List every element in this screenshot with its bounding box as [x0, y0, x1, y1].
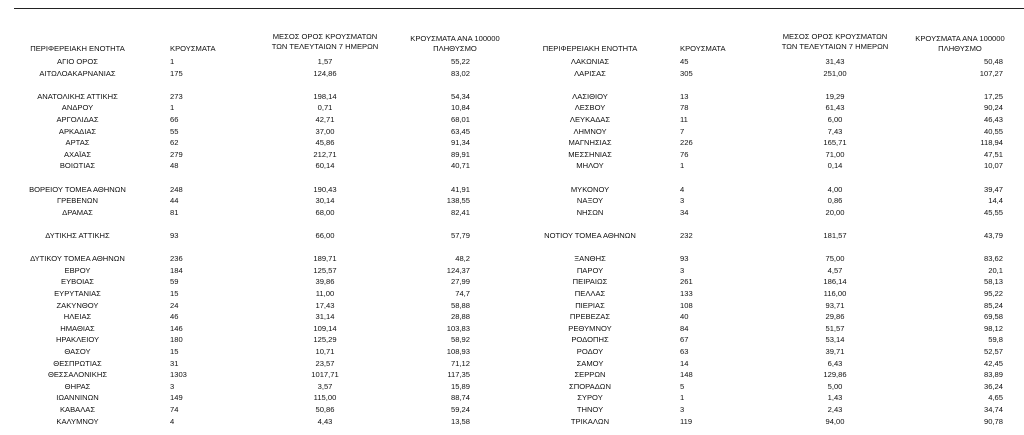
left-cases-cell: 248: [170, 184, 183, 194]
left-region-cell: ΚΑΒΑΛΑΣ: [59, 405, 96, 414]
right-avg7-cell: 93,71: [825, 300, 845, 310]
header-avg-line2: ΤΩΝ ΤΕΛΕΥΤΑΙΩΝ 7 ΗΜΕΡΩΝ: [781, 41, 889, 51]
header-cases-left: ΚΡΟΥΣΜΑΤΑ: [170, 44, 216, 53]
right-per100k-cell: 10,07: [983, 161, 1003, 171]
header-per100k-line2: ΠΛΗΘΥΣΜΟ: [938, 43, 982, 53]
right-avg7-cell: 2,43: [827, 405, 843, 414]
left-avg7-cell: 11,00: [315, 289, 335, 298]
left-cases-cell: 3: [170, 381, 175, 391]
left-region-cell: ΔΥΤΙΚΟΥ ΤΟΜΕΑ ΑΘΗΝΩΝ: [30, 254, 125, 264]
right-cases-cell: 1: [680, 393, 685, 403]
left-avg7-cell: 42,71: [315, 115, 335, 124]
right-region-cell: ΛΑΚΩΝΙΑΣ: [570, 57, 610, 66]
left-cases-cell: 74: [170, 405, 179, 414]
right-cases-cell: 93: [680, 254, 689, 264]
left-avg7-cell: 115,00: [313, 393, 337, 403]
table-row: [0, 254, 1024, 264]
left-region-cell: ΘΕΣΣΑΛΟΝΙΚΗΣ: [47, 370, 108, 380]
left-region-cell: ΒΟΡΕΙΟΥ ΤΟΜΕΑ ΑΘΗΝΩΝ: [29, 184, 126, 194]
right-cases-cell: 11: [680, 115, 688, 124]
right-per100k-cell: 4,65: [988, 393, 1003, 403]
right-region-cell: ΛΑΡΙΣΑΣ: [574, 68, 606, 78]
left-avg7-cell: 109,14: [313, 323, 337, 333]
left-cases-cell: 55: [170, 126, 179, 136]
left-avg7-cell: 39,86: [315, 277, 335, 287]
table-row: [0, 115, 1024, 125]
right-avg7-cell: 39,71: [825, 347, 845, 356]
left-per100k-cell: 13,58: [450, 416, 470, 426]
right-avg7-cell: 6,00: [827, 115, 843, 124]
left-avg7-cell: 10,71: [315, 347, 335, 356]
left-per100k-cell: 108,93: [446, 347, 470, 356]
left-avg7-cell: 4,43: [317, 416, 333, 426]
table-row: [0, 103, 1024, 113]
table-row: [0, 393, 1024, 403]
right-region-cell: ΝΑΞΟΥ: [576, 196, 604, 206]
left-per100k-cell: 89,91: [450, 149, 470, 159]
right-avg7-cell: 7,43: [827, 126, 843, 136]
right-region-cell: ΛΑΣΙΘΙΟΥ: [572, 91, 608, 101]
left-region-cell: ΑΝΔΡΟΥ: [61, 103, 94, 113]
left-per100k-cell: 103,83: [446, 323, 470, 333]
right-avg7-cell: 20,00: [825, 207, 845, 217]
right-region-cell: ΣΑΜΟΥ: [576, 358, 604, 368]
left-region-cell: ΑΝΑΤΟΛΙΚΗΣ ΑΤΤΙΚΗΣ: [37, 91, 118, 101]
left-per100k-cell: 40,71: [450, 161, 470, 171]
left-per100k-cell: 57,79: [450, 231, 470, 240]
left-cases-cell: 146: [170, 323, 183, 333]
left-per100k-cell: 48,2: [455, 254, 470, 264]
right-cases-cell: 3: [680, 405, 685, 414]
right-cases-cell: 3: [680, 265, 685, 275]
right-avg7-cell: 31,43: [825, 57, 845, 66]
left-region-cell: ΘΗΡΑΣ: [64, 381, 91, 391]
right-region-cell: ΠΡΕΒΕΖΑΣ: [569, 312, 611, 322]
left-per100k-cell: 124,37: [446, 265, 470, 275]
left-per100k-cell: 63,45: [450, 126, 470, 136]
left-avg7-cell: 3,57: [317, 381, 333, 391]
right-cases-cell: 305: [680, 68, 693, 78]
left-avg7-cell: 190,43: [313, 184, 337, 194]
right-cases-cell: 3: [680, 196, 685, 206]
left-region-cell: ΑΓΙΟ ΟΡΟΣ: [57, 57, 98, 66]
table-row: [0, 289, 1024, 299]
left-region-cell: ΓΡΕΒΕΝΩΝ: [56, 196, 99, 206]
right-cases-cell: 76: [680, 149, 689, 159]
right-region-cell: ΜΥΚΟΝΟΥ: [570, 184, 610, 194]
table-row: [0, 335, 1024, 345]
right-region-cell: ΠΕΙΡΑΙΩΣ: [572, 277, 608, 287]
left-avg7-cell: 17,43: [315, 300, 335, 310]
left-region-cell: ΕΥΡΥΤΑΝΙΑΣ: [54, 289, 101, 298]
right-avg7-cell: 0,86: [827, 196, 843, 206]
right-per100k-cell: 45,55: [983, 207, 1003, 217]
header-avg-line1: ΜΕΣΟΣ ΟΡΟΣ ΚΡΟΥΣΜΑΤΩΝ: [782, 32, 888, 41]
right-avg7-cell: 51,57: [825, 323, 845, 333]
right-cases-cell: 14: [680, 358, 689, 368]
right-per100k-cell: 98,12: [983, 323, 1003, 333]
left-avg7-cell: 1017,71: [311, 370, 339, 380]
header-region-left: ΠΕΡΙΦΕΡΕΙΑΚΗ ΕΝΟΤΗΤΑ: [30, 44, 125, 53]
left-avg7-cell: 0,71: [317, 103, 333, 113]
left-per100k-cell: 27,99: [450, 277, 470, 287]
left-cases-cell: 81: [170, 207, 179, 217]
left-avg7-cell: 23,57: [315, 358, 335, 368]
left-region-cell: ΕΥΒΟΙΑΣ: [61, 277, 94, 287]
left-per100k-cell: 54,34: [450, 91, 470, 101]
header-per100k-line2: ΠΛΗΘΥΣΜΟ: [433, 43, 477, 53]
table-row: [0, 405, 1024, 415]
right-region-cell: ΡΟΔΟΠΗΣ: [571, 335, 609, 345]
left-cases-cell: 62: [170, 138, 179, 148]
right-per100k-cell: 90,24: [983, 103, 1003, 113]
table-row: [0, 92, 1024, 102]
right-avg7-cell: 1,43: [827, 393, 843, 403]
right-cases-cell: 133: [680, 289, 693, 298]
right-per100k-cell: 95,22: [983, 289, 1003, 298]
right-cases-cell: 1: [680, 161, 685, 171]
right-cases-cell: 232: [680, 231, 693, 240]
left-cases-cell: 24: [170, 300, 179, 310]
header-region-right: ΠΕΡΙΦΕΡΕΙΑΚΗ ΕΝΟΤΗΤΑ: [542, 44, 638, 53]
right-avg7-cell: 94,00: [825, 416, 845, 426]
left-avg7-cell: 125,57: [313, 265, 337, 275]
left-cases-cell: 4: [170, 416, 175, 426]
right-region-cell: ΠΙΕΡΙΑΣ: [575, 300, 605, 310]
right-cases-cell: 148: [680, 370, 693, 380]
left-region-cell: ΔΡΑΜΑΣ: [62, 207, 93, 217]
right-region-cell: ΞΑΝΘΗΣ: [574, 254, 606, 264]
table-row: [0, 69, 1024, 79]
left-cases-cell: 15: [170, 289, 179, 298]
right-avg7-cell: 75,00: [825, 254, 845, 264]
right-per100k-cell: 59,8: [988, 335, 1003, 345]
left-per100k-cell: 10,84: [450, 103, 470, 113]
left-region-cell: ΑΡΚΑΔΙΑΣ: [58, 126, 97, 136]
table-row: [0, 231, 1024, 241]
right-per100k-cell: 39,47: [983, 184, 1003, 194]
left-cases-cell: 184: [170, 265, 183, 275]
left-per100k-cell: 68,01: [450, 115, 470, 124]
left-per100k-cell: 138,55: [446, 196, 470, 206]
left-cases-cell: 273: [170, 91, 183, 101]
left-per100k-cell: 58,88: [450, 300, 470, 310]
header-per100k-line1: ΚΡΟΥΣΜΑΤΑ ΑΝΑ 100000: [410, 34, 500, 43]
right-per100k-cell: 17,25: [983, 91, 1003, 101]
right-per100k-cell: 42,45: [983, 358, 1003, 368]
right-cases-cell: 119: [680, 416, 693, 426]
right-cases-cell: 84: [680, 323, 689, 333]
left-cases-cell: 48: [170, 161, 179, 171]
right-region-cell: ΣΠΟΡΑΔΩΝ: [569, 381, 611, 391]
right-avg7-cell: 6,43: [827, 358, 843, 368]
table-row: [0, 150, 1024, 160]
right-avg7-cell: 29,86: [825, 312, 845, 322]
header-avg-line2: ΤΩΝ ΤΕΛΕΥΤΑΙΩΝ 7 ΗΜΕΡΩΝ: [271, 41, 379, 51]
right-per100k-cell: 52,57: [983, 347, 1003, 356]
right-region-cell: ΡΕΘΥΜΝΟΥ: [568, 323, 612, 333]
table-row: [0, 57, 1024, 67]
right-per100k-cell: 14,4: [988, 196, 1003, 206]
right-cases-cell: 34: [680, 207, 689, 217]
right-cases-cell: 40: [680, 312, 689, 322]
left-avg7-cell: 198,14: [313, 91, 337, 101]
left-avg7-cell: 37,00: [315, 126, 335, 136]
right-cases-cell: 5: [680, 381, 685, 391]
left-cases-cell: 175: [170, 68, 183, 78]
right-avg7-cell: 19,29: [825, 91, 845, 101]
left-cases-cell: 1303: [170, 370, 187, 380]
table-row: [0, 266, 1024, 276]
right-region-cell: ΛΕΣΒΟΥ: [574, 103, 606, 113]
left-avg7-cell: 212,71: [313, 149, 337, 159]
right-avg7-cell: 4,00: [827, 184, 843, 194]
right-avg7-cell: 61,43: [825, 103, 845, 113]
left-region-cell: ΗΡΑΚΛΕΙΟΥ: [55, 335, 100, 345]
left-per100k-cell: 117,35: [447, 370, 470, 380]
left-cases-cell: 66: [170, 115, 179, 124]
left-cases-cell: 1: [170, 103, 175, 113]
left-per100k-cell: 88,74: [450, 393, 470, 403]
right-cases-cell: 108: [680, 300, 693, 310]
right-per100k-cell: 118,94: [980, 138, 1003, 148]
left-per100k-cell: 82,41: [450, 207, 470, 217]
left-region-cell: ΕΒΡΟΥ: [64, 265, 91, 275]
header-cases-right: ΚΡΟΥΣΜΑΤΑ: [680, 44, 726, 53]
right-region-cell: ΠΑΡΟΥ: [576, 265, 604, 275]
right-cases-cell: 13: [680, 91, 689, 101]
table-row: [0, 347, 1024, 357]
right-region-cell: ΝΟΤΙΟΥ ΤΟΜΕΑ ΑΘΗΝΩΝ: [544, 231, 636, 240]
right-cases-cell: 226: [680, 138, 693, 148]
left-region-cell: ΗΜΑΘΙΑΣ: [60, 323, 95, 333]
left-avg7-cell: 60,14: [315, 161, 335, 171]
right-per100k-cell: 50,48: [983, 57, 1003, 66]
right-avg7-cell: 5,00: [827, 381, 843, 391]
left-per100k-cell: 41,91: [450, 184, 470, 194]
left-region-cell: ΘΕΣΠΡΩΤΙΑΣ: [53, 358, 102, 368]
right-avg7-cell: 251,00: [823, 68, 847, 78]
left-region-cell: ΑΡΓΟΛΙΔΑΣ: [56, 115, 99, 124]
table-row: [0, 138, 1024, 148]
table-row: [0, 301, 1024, 311]
left-cases-cell: 93: [170, 231, 179, 240]
left-per100k-cell: 91,34: [450, 138, 470, 148]
right-region-cell: ΜΗΛΟΥ: [576, 161, 604, 171]
right-per100k-cell: 85,24: [983, 300, 1003, 310]
right-region-cell: ΠΕΛΛΑΣ: [574, 289, 606, 298]
left-region-cell: ΔΥΤΙΚΗΣ ΑΤΤΙΚΗΣ: [45, 231, 110, 240]
right-per100k-cell: 47,51: [983, 149, 1003, 159]
right-region-cell: ΤΗΝΟΥ: [576, 405, 604, 414]
right-region-cell: ΛΗΜΝΟΥ: [573, 126, 607, 136]
left-per100k-cell: 74,7: [455, 289, 470, 298]
left-region-cell: ΘΑΣΟΥ: [64, 347, 91, 356]
left-avg7-cell: 124,86: [313, 68, 337, 78]
right-per100k-cell: 43,79: [983, 231, 1003, 240]
left-per100k-cell: 55,22: [450, 57, 470, 66]
table-row: [0, 161, 1024, 171]
table-row: [0, 185, 1024, 195]
table-row: [0, 370, 1024, 380]
table-row: [0, 417, 1024, 427]
right-cases-cell: 261: [680, 277, 693, 287]
right-cases-cell: 67: [680, 335, 689, 345]
left-per100k-cell: 58,92: [450, 335, 470, 345]
left-region-cell: ΑΡΤΑΣ: [65, 138, 90, 148]
right-per100k-cell: 34,74: [983, 405, 1003, 414]
table-row: [0, 382, 1024, 392]
table-row: [0, 324, 1024, 334]
right-per100k-cell: 46,43: [983, 115, 1003, 124]
right-cases-cell: 45: [680, 57, 689, 66]
left-region-cell: ΙΩΑΝΝΙΝΩΝ: [56, 393, 99, 403]
left-cases-cell: 59: [170, 277, 179, 287]
left-cases-cell: 46: [170, 312, 179, 322]
left-region-cell: ΑΧΑΪΑΣ: [63, 149, 92, 159]
right-avg7-cell: 116,00: [823, 289, 847, 298]
left-region-cell: ΚΑΛΥΜΝΟΥ: [56, 416, 99, 426]
left-region-cell: ΖΑΚΥΝΘΟΥ: [56, 300, 99, 310]
left-region-cell: ΑΙΤΩΛΟΑΚΑΡΝΑΝΙΑΣ: [39, 68, 116, 78]
left-per100k-cell: 59,24: [450, 405, 470, 414]
right-region-cell: ΣΥΡΟΥ: [577, 393, 603, 403]
table-row: [0, 208, 1024, 218]
left-avg7-cell: 45,86: [315, 138, 335, 148]
right-avg7-cell: 53,14: [825, 335, 845, 345]
left-region-cell: ΗΛΕΙΑΣ: [63, 312, 92, 322]
left-avg7-cell: 30,14: [315, 196, 335, 206]
right-per100k-cell: 36,24: [983, 381, 1003, 391]
right-region-cell: ΣΕΡΡΩΝ: [574, 370, 606, 380]
left-per100k-cell: 28,88: [450, 312, 470, 322]
left-cases-cell: 180: [170, 335, 183, 345]
right-per100k-cell: 20,1: [988, 265, 1003, 275]
left-cases-cell: 279: [170, 149, 183, 159]
right-per100k-cell: 58,13: [983, 277, 1003, 287]
left-cases-cell: 236: [170, 254, 183, 264]
right-region-cell: ΜΕΣΣΗΝΙΑΣ: [568, 149, 612, 159]
right-avg7-cell: 186,14: [823, 277, 847, 287]
right-region-cell: ΝΗΣΩΝ: [576, 207, 604, 217]
left-cases-cell: 149: [170, 393, 183, 403]
left-per100k-cell: 15,89: [450, 381, 470, 391]
table-row: [0, 312, 1024, 322]
right-avg7-cell: 0,14: [827, 161, 843, 171]
left-cases-cell: 1: [170, 57, 175, 66]
table-row: [0, 359, 1024, 369]
right-per100k-cell: 69,58: [983, 312, 1003, 322]
left-cases-cell: 31: [170, 358, 179, 368]
right-avg7-cell: 181,57: [823, 231, 847, 240]
right-region-cell: ΛΕΥΚΑΔΑΣ: [569, 115, 611, 124]
left-avg7-cell: 68,00: [315, 207, 335, 217]
right-region-cell: ΡΟΔΟΥ: [576, 347, 604, 356]
right-cases-cell: 78: [680, 103, 689, 113]
left-avg7-cell: 125,29: [313, 335, 337, 345]
right-region-cell: ΤΡΙΚΑΛΩΝ: [570, 416, 610, 426]
table-row: [0, 127, 1024, 137]
left-avg7-cell: 31,14: [315, 312, 335, 322]
table-row: [0, 277, 1024, 287]
right-per100k-cell: 83,62: [983, 254, 1003, 264]
right-per100k-cell: 83,89: [983, 370, 1003, 380]
table-row: [0, 196, 1024, 206]
left-cases-cell: 44: [170, 196, 179, 206]
header-avg-line1: ΜΕΣΟΣ ΟΡΟΣ ΚΡΟΥΣΜΑΤΩΝ: [272, 32, 378, 41]
right-cases-cell: 63: [680, 347, 689, 356]
left-avg7-cell: 66,00: [315, 231, 335, 240]
right-per100k-cell: 40,55: [983, 126, 1003, 136]
left-region-cell: ΒΟΙΩΤΙΑΣ: [59, 161, 96, 171]
left-avg7-cell: 1,57: [317, 57, 333, 66]
right-avg7-cell: 129,86: [823, 370, 847, 380]
left-per100k-cell: 71,12: [450, 358, 470, 368]
left-avg7-cell: 50,86: [315, 405, 335, 414]
right-per100k-cell: 107,27: [979, 68, 1003, 78]
right-per100k-cell: 90,78: [983, 416, 1003, 426]
right-avg7-cell: 71,00: [825, 149, 845, 159]
right-region-cell: ΜΑΓΝΗΣΙΑΣ: [568, 138, 612, 148]
right-avg7-cell: 4,57: [827, 265, 843, 275]
left-cases-cell: 15: [170, 347, 179, 356]
left-avg7-cell: 189,71: [313, 254, 337, 264]
right-avg7-cell: 165,71: [823, 138, 847, 148]
left-per100k-cell: 83,02: [450, 68, 470, 78]
header-per100k-line1: ΚΡΟΥΣΜΑΤΑ ΑΝΑ 100000: [915, 34, 1005, 43]
right-cases-cell: 7: [680, 126, 685, 136]
right-cases-cell: 4: [680, 184, 685, 194]
